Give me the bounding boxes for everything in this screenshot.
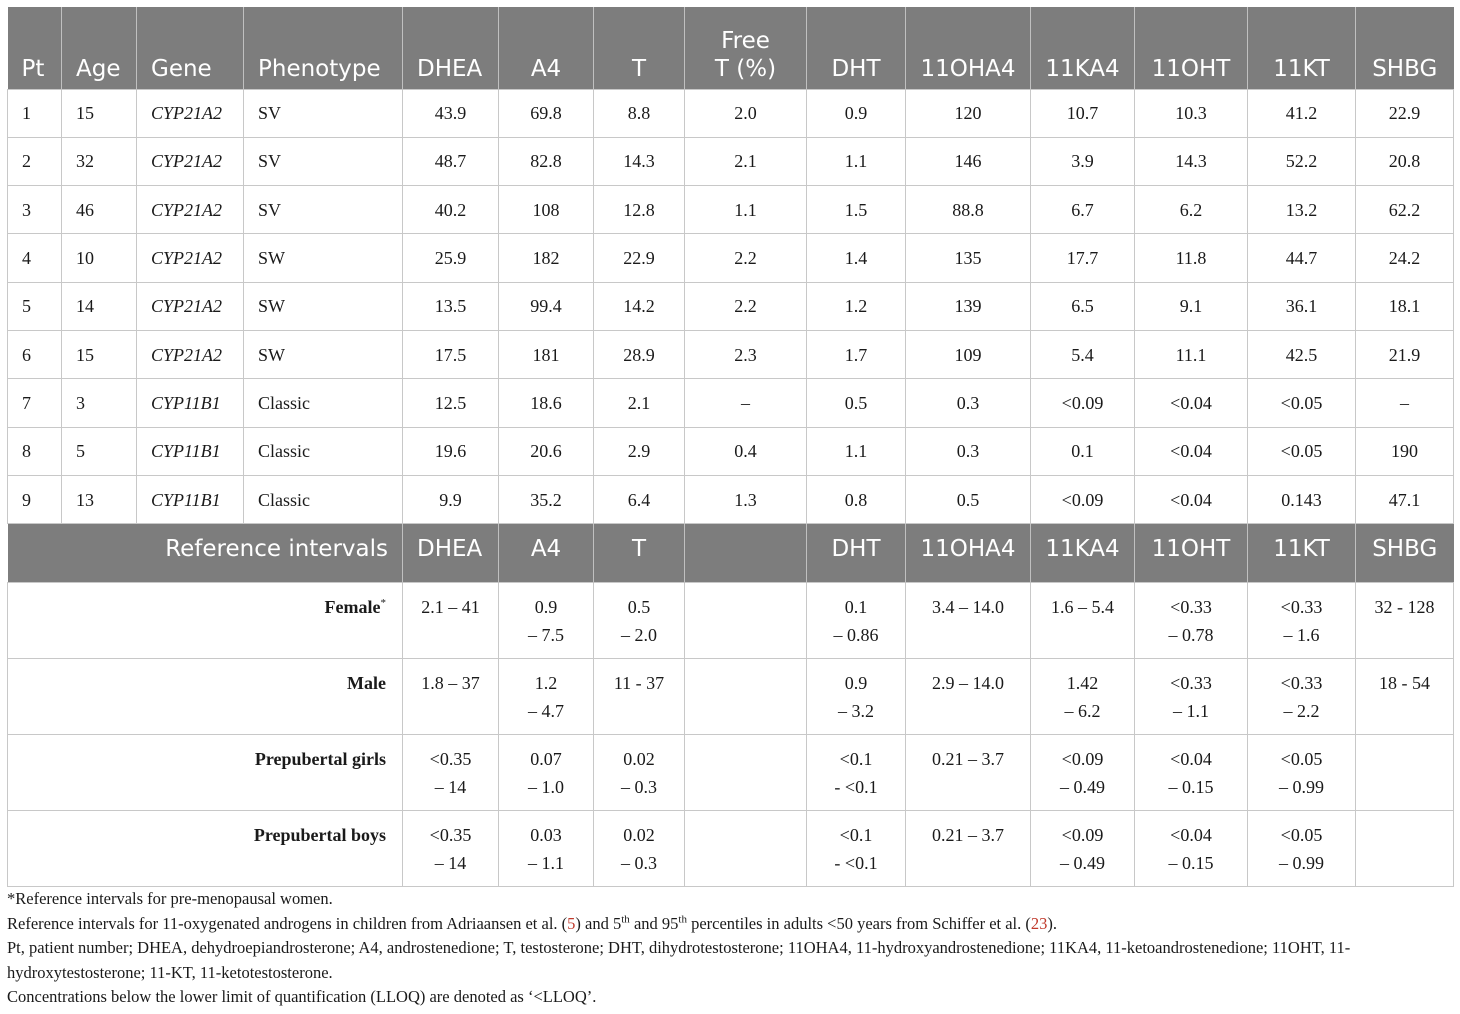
col-header-pt: Pt — [8, 7, 62, 89]
cell-dhea: 9.9 — [403, 475, 499, 523]
col-header-free-t: Free T (%) — [685, 7, 807, 89]
ref-cell-11oht: <0.04 – 0.15 — [1135, 811, 1248, 887]
ref-cell-dhea: <0.35 – 14 — [403, 735, 499, 811]
cell-11ka4: 5.4 — [1031, 330, 1135, 378]
cell-t: 6.4 — [594, 475, 685, 523]
cell-free-t: 2.3 — [685, 330, 807, 378]
cell-a4: 20.6 — [499, 427, 594, 475]
ref-cell-11oha4: 3.4 – 14.0 — [906, 583, 1031, 659]
col-header-shbg: SHBG — [1356, 7, 1454, 89]
reference-row-label: Prepubertal boys — [8, 811, 403, 887]
table-row — [8, 282, 1454, 330]
ref-col-t: T — [594, 524, 685, 583]
cell-phenotype: Classic — [244, 379, 403, 427]
cell-a4: 182 — [499, 234, 594, 282]
cell-dht: 1.4 — [807, 234, 906, 282]
cell-pt: 6 — [8, 330, 62, 378]
ref-cell-dhea: 2.1 – 41 — [403, 583, 499, 659]
ref-cell-shbg — [1356, 811, 1454, 887]
cell-pt: 9 — [8, 475, 62, 523]
ref-cell-free-t — [685, 659, 807, 735]
cell-11oht: 11.8 — [1135, 234, 1248, 282]
cell-age: 13 — [62, 475, 137, 523]
cell-free-t: 2.2 — [685, 282, 807, 330]
cell-dhea: 12.5 — [403, 379, 499, 427]
cell-11oha4: 109 — [906, 330, 1031, 378]
cell-shbg: 47.1 — [1356, 475, 1454, 523]
ref-cell-dht: <0.1 - <0.1 — [807, 735, 906, 811]
cell-11ka4: 6.7 — [1031, 186, 1135, 234]
cell-11kt: 36.1 — [1248, 282, 1356, 330]
cell-11kt: 44.7 — [1248, 234, 1356, 282]
cell-11oha4: 135 — [906, 234, 1031, 282]
patient-rows — [8, 89, 1454, 524]
cell-phenotype: SV — [244, 186, 403, 234]
ref-cell-11kt: <0.05 – 0.99 — [1248, 735, 1356, 811]
ref-cell-a4: 1.2 – 4.7 — [499, 659, 594, 735]
cell-t: 14.2 — [594, 282, 685, 330]
ref-cell-dhea: <0.35 – 14 — [403, 811, 499, 887]
ref-cell-shbg — [1356, 735, 1454, 811]
cell-phenotype: Classic — [244, 427, 403, 475]
cell-11ka4: <0.09 — [1031, 379, 1135, 427]
cell-11oht: <0.04 — [1135, 475, 1248, 523]
ref-cell-free-t — [685, 583, 807, 659]
cell-dhea: 43.9 — [403, 89, 499, 137]
ref-cell-11ka4: <0.09 – 0.49 — [1031, 811, 1135, 887]
cell-pt: 1 — [8, 89, 62, 137]
ref-cell-11oht: <0.04 – 0.15 — [1135, 735, 1248, 811]
cell-dhea: 48.7 — [403, 137, 499, 185]
cell-free-t: 1.3 — [685, 475, 807, 523]
ref-cell-11ka4: 1.6 – 5.4 — [1031, 583, 1135, 659]
ref-col-11ka4: 11KA4 — [1031, 524, 1135, 583]
cell-11oht: <0.04 — [1135, 379, 1248, 427]
cell-age: 3 — [62, 379, 137, 427]
ref-cell-free-t — [685, 811, 807, 887]
cell-dht: 0.8 — [807, 475, 906, 523]
cell-t: 8.8 — [594, 89, 685, 137]
table-row — [8, 234, 1454, 282]
cell-a4: 18.6 — [499, 379, 594, 427]
cell-a4: 99.4 — [499, 282, 594, 330]
cell-11oht: <0.04 — [1135, 427, 1248, 475]
cell-shbg: – — [1356, 379, 1454, 427]
ref-col-11oha4: 11OHA4 — [906, 524, 1031, 583]
cell-11kt: 13.2 — [1248, 186, 1356, 234]
cell-11oht: 9.1 — [1135, 282, 1248, 330]
col-header-phenotype: Phenotype — [244, 7, 403, 89]
cell-dht: 1.1 — [807, 137, 906, 185]
cell-11kt: <0.05 — [1248, 379, 1356, 427]
cell-dhea: 19.6 — [403, 427, 499, 475]
cell-t: 2.1 — [594, 379, 685, 427]
cell-11oha4: 146 — [906, 137, 1031, 185]
cell-free-t: 0.4 — [685, 427, 807, 475]
reference-row-label: Prepubertal girls — [8, 735, 403, 811]
ref-cell-11oht: <0.33 – 0.78 — [1135, 583, 1248, 659]
cell-dht: 1.2 — [807, 282, 906, 330]
footnote-lloq: Concentrations below the lower limit of quantification (LLOQ) are denoted as ‘<LLOQ’. — [7, 987, 597, 1006]
cell-gene: CYP21A2 — [137, 330, 244, 378]
cell-11oha4: 88.8 — [906, 186, 1031, 234]
ref-cell-11kt: <0.33 – 1.6 — [1248, 583, 1356, 659]
ref-cell-t: 0.02 – 0.3 — [594, 811, 685, 887]
ref-cell-t: 0.02 – 0.3 — [594, 735, 685, 811]
reference-row — [8, 811, 1454, 887]
cell-t: 2.9 — [594, 427, 685, 475]
cell-free-t: 2.2 — [685, 234, 807, 282]
cell-gene: CYP21A2 — [137, 234, 244, 282]
ref-cell-11kt: <0.33 – 2.2 — [1248, 659, 1356, 735]
cell-t: 22.9 — [594, 234, 685, 282]
cell-dhea: 25.9 — [403, 234, 499, 282]
cell-pt: 2 — [8, 137, 62, 185]
footnote-asterisk: *Reference intervals for pre-menopausal women. — [7, 889, 333, 908]
reference-row — [8, 659, 1454, 735]
ref-cell-11kt: <0.05 – 0.99 — [1248, 811, 1356, 887]
cell-11ka4: 0.1 — [1031, 427, 1135, 475]
cell-shbg: 190 — [1356, 427, 1454, 475]
cell-a4: 108 — [499, 186, 594, 234]
cell-free-t: – — [685, 379, 807, 427]
cell-gene: CYP11B1 — [137, 379, 244, 427]
cell-dhea: 17.5 — [403, 330, 499, 378]
ref-cell-t: 0.5 – 2.0 — [594, 583, 685, 659]
cell-age: 46 — [62, 186, 137, 234]
col-header-a4: A4 — [499, 7, 594, 89]
cell-11kt: 0.143 — [1248, 475, 1356, 523]
ref-col-11kt: 11KT — [1248, 524, 1356, 583]
cell-age: 5 — [62, 427, 137, 475]
cell-age: 15 — [62, 330, 137, 378]
cell-dhea: 13.5 — [403, 282, 499, 330]
reference-row — [8, 735, 1454, 811]
cell-phenotype: SW — [244, 330, 403, 378]
table-footnotes — [7, 887, 1453, 1010]
cell-t: 12.8 — [594, 186, 685, 234]
cell-age: 14 — [62, 282, 137, 330]
footnote-reference-sources: Reference intervals for 11-oxygenated androgens in children from Adriaansen et al. (5) and 5th and 95th percentiles in adults <50 years from Schiffer et al. (23). — [7, 913, 1058, 933]
cell-a4: 69.8 — [499, 89, 594, 137]
table-row — [8, 89, 1454, 137]
cell-dht: 1.1 — [807, 427, 906, 475]
cell-11oht: 6.2 — [1135, 186, 1248, 234]
cell-dht: 1.5 — [807, 186, 906, 234]
table-row — [8, 330, 1454, 378]
cell-phenotype: SV — [244, 137, 403, 185]
ref-col-dhea: DHEA — [403, 524, 499, 583]
ref-cell-11oha4: 0.21 – 3.7 — [906, 735, 1031, 811]
ref-cell-shbg: 32 - 128 — [1356, 583, 1454, 659]
col-header-age: Age — [62, 7, 137, 89]
cell-t: 28.9 — [594, 330, 685, 378]
reference-header-row — [8, 524, 1454, 583]
cell-a4: 82.8 — [499, 137, 594, 185]
cell-age: 10 — [62, 234, 137, 282]
col-header-11oha4: 11OHA4 — [906, 7, 1031, 89]
cell-11oht: 10.3 — [1135, 89, 1248, 137]
ref-col-shbg: SHBG — [1356, 524, 1454, 583]
cell-11ka4: 17.7 — [1031, 234, 1135, 282]
cell-shbg: 62.2 — [1356, 186, 1454, 234]
ref-cell-dht: 0.9 – 3.2 — [807, 659, 906, 735]
cell-gene: CYP11B1 — [137, 427, 244, 475]
cell-11kt: 42.5 — [1248, 330, 1356, 378]
col-header-11ka4: 11KA4 — [1031, 7, 1135, 89]
cell-dht: 0.5 — [807, 379, 906, 427]
col-header-t: T — [594, 7, 685, 89]
ref-cell-shbg: 18 - 54 — [1356, 659, 1454, 735]
ref-cell-a4: 0.9 – 7.5 — [499, 583, 594, 659]
androgen-table — [7, 7, 1454, 887]
cell-11oha4: 139 — [906, 282, 1031, 330]
cell-pt: 7 — [8, 379, 62, 427]
citation-link-23[interactable]: 23 — [1030, 913, 1048, 933]
ref-cell-dht: <0.1 - <0.1 — [807, 811, 906, 887]
ref-cell-dht: 0.1 – 0.86 — [807, 583, 906, 659]
cell-shbg: 20.8 — [1356, 137, 1454, 185]
ref-col-dht: DHT — [807, 524, 906, 583]
cell-free-t: 2.1 — [685, 137, 807, 185]
cell-age: 15 — [62, 89, 137, 137]
reference-row-label: Female* — [8, 583, 403, 659]
cell-gene: CYP21A2 — [137, 137, 244, 185]
cell-11oha4: 0.3 — [906, 427, 1031, 475]
table-row — [8, 427, 1454, 475]
cell-11ka4: 3.9 — [1031, 137, 1135, 185]
cell-11ka4: 10.7 — [1031, 89, 1135, 137]
cell-11oha4: 120 — [906, 89, 1031, 137]
cell-free-t: 1.1 — [685, 186, 807, 234]
cell-shbg: 21.9 — [1356, 330, 1454, 378]
cell-shbg: 22.9 — [1356, 89, 1454, 137]
cell-gene: CYP21A2 — [137, 282, 244, 330]
ref-cell-11ka4: 1.42 – 6.2 — [1031, 659, 1135, 735]
cell-11kt: 41.2 — [1248, 89, 1356, 137]
cell-dhea: 40.2 — [403, 186, 499, 234]
citation-link-5[interactable]: 5 — [567, 913, 576, 933]
cell-11kt: 52.2 — [1248, 137, 1356, 185]
ref-col-free-t — [685, 524, 807, 583]
cell-a4: 35.2 — [499, 475, 594, 523]
ref-cell-11oha4: 0.21 – 3.7 — [906, 811, 1031, 887]
cell-11ka4: 6.5 — [1031, 282, 1135, 330]
cell-phenotype: SV — [244, 89, 403, 137]
cell-11oha4: 0.5 — [906, 475, 1031, 523]
col-header-dht: DHT — [807, 7, 906, 89]
cell-11kt: <0.05 — [1248, 427, 1356, 475]
cell-11oha4: 0.3 — [906, 379, 1031, 427]
footnote-abbreviations: Pt, patient number; DHEA, dehydroepiandrosterone; A4, androstenedione; T, testosterone; DHT, dihydrotestosterone; 11OHA4, 11-hydroxyandrostenedione; 11KA4, 11-ketoandrostenedione; 11OHT, 11-hydroxytestosterone; 11-KT, 11-ketotestosterone. — [7, 938, 1351, 982]
reference-row — [8, 583, 1454, 659]
table-container — [7, 7, 1453, 887]
table-row — [8, 475, 1454, 523]
cell-shbg: 18.1 — [1356, 282, 1454, 330]
table-row — [8, 379, 1454, 427]
col-header-11oht: 11OHT — [1135, 7, 1248, 89]
col-header-11kt: 11KT — [1248, 7, 1356, 89]
col-header-gene: Gene — [137, 7, 244, 89]
table-row — [8, 186, 1454, 234]
reference-rows — [8, 583, 1454, 887]
cell-t: 14.3 — [594, 137, 685, 185]
cell-gene: CYP11B1 — [137, 475, 244, 523]
ref-cell-11oht: <0.33 – 1.1 — [1135, 659, 1248, 735]
cell-pt: 8 — [8, 427, 62, 475]
cell-gene: CYP21A2 — [137, 186, 244, 234]
ref-cell-t: 11 - 37 — [594, 659, 685, 735]
cell-gene: CYP21A2 — [137, 89, 244, 137]
cell-free-t: 2.0 — [685, 89, 807, 137]
col-header-dhea: DHEA — [403, 7, 499, 89]
cell-11oht: 14.3 — [1135, 137, 1248, 185]
cell-11ka4: <0.09 — [1031, 475, 1135, 523]
cell-dht: 1.7 — [807, 330, 906, 378]
ref-cell-11oha4: 2.9 – 14.0 — [906, 659, 1031, 735]
column-header-row — [8, 7, 1454, 89]
cell-shbg: 24.2 — [1356, 234, 1454, 282]
cell-phenotype: Classic — [244, 475, 403, 523]
ref-col-a4: A4 — [499, 524, 594, 583]
ref-cell-a4: 0.03 – 1.1 — [499, 811, 594, 887]
ref-cell-dhea: 1.8 – 37 — [403, 659, 499, 735]
table-row — [8, 137, 1454, 185]
cell-phenotype: SW — [244, 234, 403, 282]
ref-cell-11ka4: <0.09 – 0.49 — [1031, 735, 1135, 811]
ref-cell-free-t — [685, 735, 807, 811]
cell-dht: 0.9 — [807, 89, 906, 137]
cell-pt: 4 — [8, 234, 62, 282]
reference-intervals-label: Reference intervals — [8, 524, 403, 583]
cell-a4: 181 — [499, 330, 594, 378]
cell-pt: 5 — [8, 282, 62, 330]
cell-11oht: 11.1 — [1135, 330, 1248, 378]
reference-row-label: Male — [8, 659, 403, 735]
cell-age: 32 — [62, 137, 137, 185]
ref-cell-a4: 0.07 – 1.0 — [499, 735, 594, 811]
ref-col-11oht: 11OHT — [1135, 524, 1248, 583]
cell-phenotype: SW — [244, 282, 403, 330]
cell-pt: 3 — [8, 186, 62, 234]
